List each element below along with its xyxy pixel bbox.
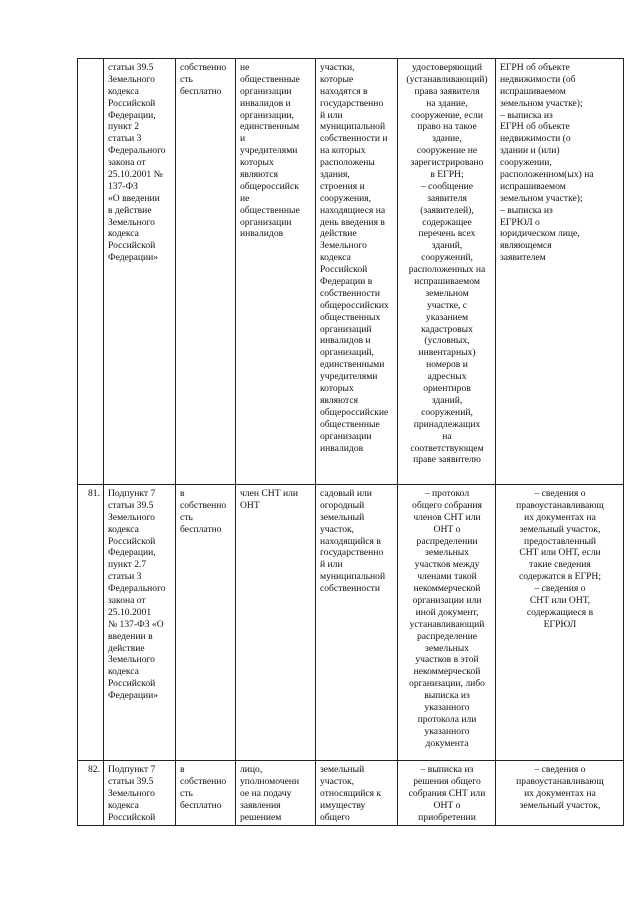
row-number: 81. [78,485,104,761]
table-row [78,485,624,761]
requested-info-cell: ЕГРН об объекте недвижимости (об испрашиваемом земельном участке); – выписка из ЕГРН об объекте недвижимости (о здании и (или) сооружении, расположенном(ых) на испрашиваемом земельном участке); – выписка из ЕГРЮЛ о юридическом лице, являющемся заявителем [496,59,624,485]
documents-cell: – выписка из решения общего собрания СНТ или ОНТ о приобретении [398,761,496,826]
legal-basis-cell: статьи 39.5 Земельного кодекса Российской Федерации, пункт 2 статьи 3 Федерального закона от 25.10.2001 № 137-ФЗ «О введении в действие Земельного кодекса Российской Федерации» [104,59,176,485]
applicant-cell: лицо, уполномоченн ое на подачу заявления решением [236,761,316,826]
applicant-cell: член СНТ или ОНТ [236,485,316,761]
legal-basis-cell: Подпункт 7 статьи 39.5 Земельного кодекса Российской [104,761,176,826]
documents-cell: удостоверяющий (устанавливающий) права заявителя на здание, сооружение, если право на такое здание, сооружение не зарегистрировано в ЕГРН; – сообщение заявителя (заявителей), содержащее перечень всех зданий, сооружений, расположенных на испрашиваемом земельном участке, с указанием кадастровых (условных, инвентарных) номеров и адресных ориентиров зданий, сооружений, принадлежащих на соответствующем праве заявителю [398,59,496,485]
documents-cell: – протокол общего собрания членов СНТ или ОНТ о распределении земельных участков между членами такой некоммерческой организации или иной документ, устанавливающий распределение земельных участков в этой некоммерческой организации, либо выписка из указанного протокола или указанного документа [398,485,496,761]
row-number: 82. [78,761,104,826]
land-procedure-table [77,58,624,826]
land-plot-cell: земельный участок, относящийся к имуществу общего [316,761,398,826]
table-row [78,59,624,485]
requested-info-cell: – сведения о правоустанавливающ их документах на земельный участок, [496,761,624,826]
row-number [78,59,104,485]
land-plot-cell: участки, которые находятся в государственно й или муниципальной собственности и на которых расположены здания, строения и сооружения, находящиеся на день введения в действие Земельного кодекса Российской Федерации в собственности общероссийских общественных организаций инвалидов и организаций, единственными учредителями которых являются общероссийские общественные организации инвалидов [316,59,398,485]
table-row [78,761,624,826]
requested-info-cell: – сведения о правоустанавливающ их документах на земельный участок, предоставленный СНТ или ОНТ, если такие сведения содержатся в ЕГРН; – сведения о СНТ или ОНТ, содержащиеся в ЕГРЮЛ [496,485,624,761]
right-type-cell: в собственно сть бесплатно [176,485,236,761]
applicant-cell: не общественные организации инвалидов и организации, единственным и учредителями которых являются общероссийск ие общественные организации инвалидов [236,59,316,485]
legal-basis-cell: Подпункт 7 статьи 39.5 Земельного кодекса Российской Федерации, пункт 2.7 статьи 3 Федерального закона от 25.10.2001 № 137-ФЗ «О введении в действие Земельного кодекса Российской Федерации» [104,485,176,761]
right-type-cell: в собственно сть бесплатно [176,761,236,826]
right-type-cell: собственно сть бесплатно [176,59,236,485]
land-plot-cell: садовый или огородный земельный участок, находящийся в государственно й или муниципальной собственности [316,485,398,761]
